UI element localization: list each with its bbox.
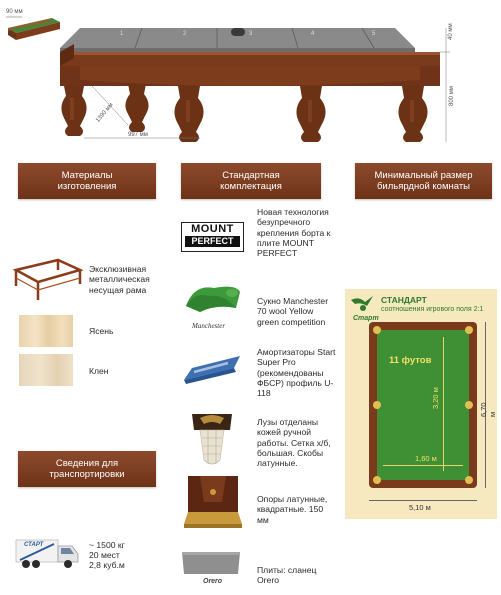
mount-logo-top: MOUNT — [191, 223, 234, 235]
dim-depth: 997 мм — [128, 132, 148, 138]
room-width-label: 5,10 м — [409, 503, 431, 512]
pocket-marker — [465, 326, 473, 334]
standard-pocket-label: Лузы отделаны кожей ручной работы. Сетка х/б, большая. Скобы латунные. — [257, 417, 331, 469]
pocket-marker — [465, 476, 473, 484]
billiard-table-illustration — [0, 0, 501, 152]
maple-wood-icon — [19, 354, 73, 386]
table-size-label: 11 футов — [389, 355, 432, 366]
frame-icon — [12, 256, 84, 302]
orero-logo: Orero — [203, 578, 223, 585]
cloth-icon — [180, 282, 244, 322]
material-frame-label: Эксклюзивная металлическая несущая рама — [89, 264, 150, 295]
pocket-marker — [465, 401, 473, 409]
slab-number-3: 3 — [249, 31, 253, 37]
header-transport — [18, 451, 156, 487]
table-drawing — [0, 0, 501, 152]
header-materials-text: Материалы изготовления — [57, 170, 117, 192]
dim-height-total: 800 мм — [449, 86, 455, 106]
header-standard — [181, 163, 321, 199]
play-length-line — [443, 337, 444, 471]
header-room-text: Минимальный размер бильярдной комнаты — [374, 170, 473, 192]
dim-width: 1390 мм — [95, 102, 115, 124]
play-width-line — [383, 465, 463, 466]
transport-weight: ~ 1500 кг — [89, 540, 125, 550]
cushion-icon — [180, 350, 244, 386]
room-brand: Старт — [353, 315, 379, 322]
truck-logo-text: СТАРТ — [24, 542, 44, 548]
dim-height-top: 40 мм — [448, 23, 454, 40]
header-transport-text: Сведения для транспортировки — [49, 458, 125, 480]
material-ash-label: Ясень — [89, 326, 114, 336]
pocket-icon — [190, 408, 234, 470]
slab-number-1: 1 — [120, 31, 124, 37]
standard-foot-label: Опоры латунные, квадратные. 150 мм — [257, 494, 328, 525]
play-width-label: 1,60 м — [415, 454, 437, 463]
pocket-marker — [373, 401, 381, 409]
transport-volume: 2,8 куб.м — [89, 560, 125, 570]
standard-mount-label: Новая технология безупречного крепления борта к плите MOUNT PERFECT — [257, 207, 331, 259]
standard-cloth-label: Сукно Manchester 70 wool Yellow green competition — [257, 296, 329, 327]
slate-icon — [178, 550, 244, 580]
mount-logo-bottom: PERFECT — [185, 236, 240, 247]
room-diagram — [345, 289, 497, 519]
standard-cushion-label: Амортизаторы Start Super Pro (рекомендованы ФБСР) профиль U-118 — [257, 347, 336, 399]
foot-icon — [182, 472, 244, 530]
room-subtitle: соотношения игрового поля 2:1 — [381, 306, 484, 313]
material-maple-label: Клен — [89, 366, 109, 376]
slab-number-4: 4 — [311, 31, 315, 37]
slab-number-2: 2 — [183, 31, 187, 37]
pocket-marker — [373, 476, 381, 484]
room-length-label: 6,70 м — [479, 402, 497, 417]
header-room — [355, 163, 492, 199]
room-title: СТАНДАРТ — [381, 295, 427, 305]
dim-cue-rack: 90 мм — [6, 9, 23, 15]
pocket-marker — [373, 326, 381, 334]
room-width-line — [369, 500, 477, 501]
cue-rack-icon — [8, 18, 60, 40]
play-length-label: 3,20 м — [431, 387, 440, 409]
standard-slate-label: Плиты: сланец Orero — [257, 565, 317, 586]
ash-wood-icon — [19, 315, 73, 347]
manchester-logo: Manchester — [192, 322, 226, 330]
header-standard-text: Стандартная комплектация — [220, 170, 282, 192]
slab-number-5: 5 — [372, 31, 376, 37]
mount-perfect-logo — [181, 222, 244, 252]
transport-places: 20 мест — [89, 550, 120, 560]
header-materials — [18, 163, 156, 199]
